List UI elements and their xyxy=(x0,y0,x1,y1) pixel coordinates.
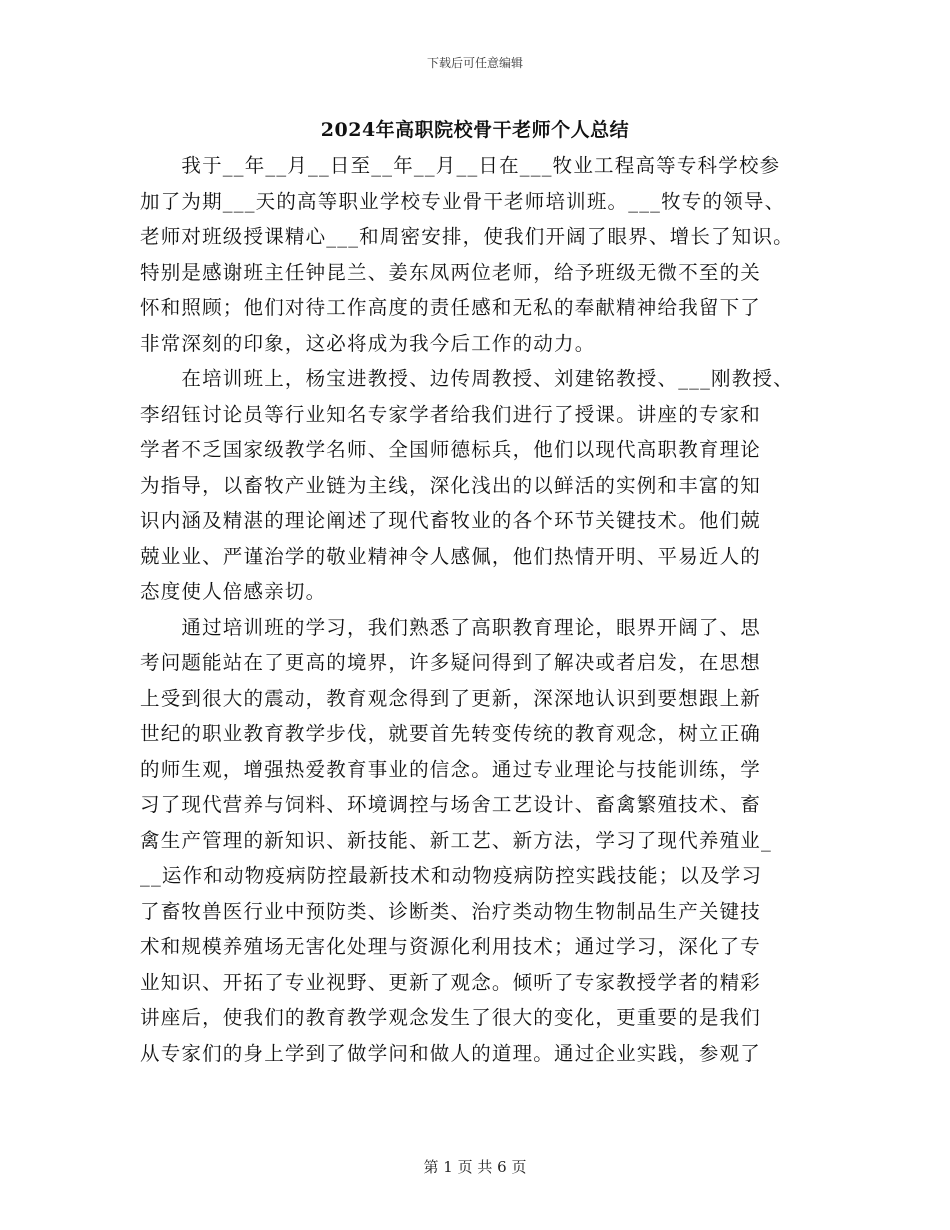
body-line: 业知识、开拓了专业视野、更新了观念。倾听了专家教授学者的精彩 xyxy=(140,970,762,994)
body-line: 通过培训班的学习，我们熟悉了高职教育理论，眼界开阔了、思 xyxy=(140,615,762,639)
body-line: 我于__年__月__日至__年__月__日在___牧业工程高等专科学校参 xyxy=(140,154,781,177)
body-line: 学者不乏国家级教学名师、全国师德标兵，他们以现代高职教育理论 xyxy=(140,438,762,461)
body-line: 上受到很大的震动，教育观念得到了更新，深深地认识到要想跟上新 xyxy=(140,686,762,710)
body-line: 习了现代营养与饲料、环境调控与场舍工艺设计、畜禽繁殖技术、畜 xyxy=(140,793,762,816)
body-line: 考问题能站在了更高的境界，许多疑问得到了解决或者启发，在思想 xyxy=(140,651,762,674)
body-line: 特别是感谢班主任钟昆兰、姜东凤两位老师，给予班级无微不至的关 xyxy=(140,260,762,284)
body-line: 兢业业、严谨治学的敬业精神令人感佩，他们热情开明、平易近人的 xyxy=(140,544,762,568)
body-line: 识内涵及精湛的理论阐述了现代畜牧业的各个环节关键技术。他们兢 xyxy=(140,509,762,532)
body-line: 怀和照顾；他们对待工作高度的责任感和无私的奉献精神给我留下了 xyxy=(140,296,762,319)
body-line: 为指导，以畜牧产业链为主线，深化浅出的以鲜活的实例和丰富的知 xyxy=(140,473,762,497)
document-title: 2024年高职院校骨干老师个人总结 xyxy=(320,119,630,141)
page-footer: 第 1 页 共 6 页 xyxy=(423,1158,527,1176)
body-line: 了畜牧兽医行业中预防类、诊断类、治疗类动物生物制品生产关键技 xyxy=(140,899,762,923)
body-line: 老师对班级授课精心___和周密安排，使我们开阔了眼界、增长了知识。 xyxy=(140,225,794,248)
body-line: 世纪的职业教育教学步伐，就要首先转变传统的教育观念，树立正确 xyxy=(140,722,762,745)
body-line: __运作和动物疫病防控最新技术和动物疫病防控实践技能；以及学习 xyxy=(140,864,763,887)
body-line: 加了为期___天的高等职业学校专业骨干老师培训班。___牧专的领导、 xyxy=(140,189,786,213)
body-line: 态度使人倍感亲切。 xyxy=(140,580,327,603)
body-line: 术和规模养殖场无害化处理与资源化利用技术；通过学习，深化了专 xyxy=(140,935,762,958)
body-line: 在培训班上，杨宝进教授、边传周教授、刘建铭教授、___刚教授、 xyxy=(140,367,794,390)
body-line: 李绍钰讨论员等行业知名专家学者给我们进行了授课。讲座的专家和 xyxy=(140,402,762,426)
body-line: 从专家们的身上学到了做学问和做人的道理。通过企业实践，参观了 xyxy=(140,1041,762,1065)
header-note: 下载后可任意编辑 xyxy=(426,56,523,70)
body-line: 的师生观，增强热爱教育事业的信念。通过专业理论与技能训练，学 xyxy=(140,757,762,781)
body-line: 非常深刻的印象，这必将成为我今后工作的动力。 xyxy=(140,331,596,355)
body-text xyxy=(140,148,810,1071)
body-line: 讲座后，使我们的教育教学观念发生了很大的变化，更重要的是我们 xyxy=(140,1006,762,1029)
body-line: 禽生产管理的新知识、新技能、新工艺、新方法，学习了现代养殖业_ xyxy=(140,828,772,852)
